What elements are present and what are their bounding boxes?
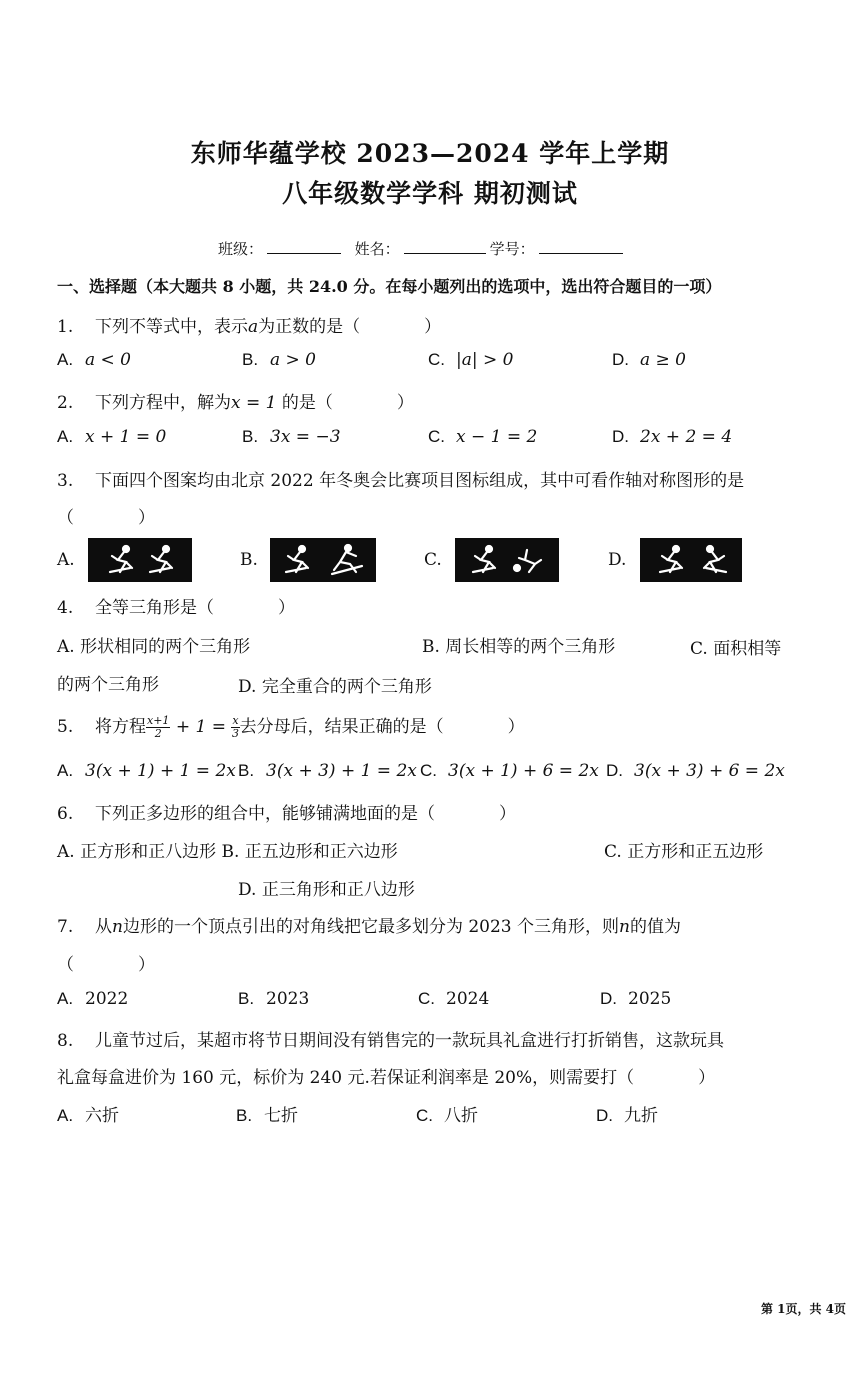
student-info	[218, 238, 627, 259]
option-text: 七折	[264, 1106, 298, 1126]
class-blank	[267, 239, 341, 254]
q7-option-b	[238, 989, 309, 1009]
fraction-denominator: 2	[154, 727, 162, 740]
option-text: a > 0	[270, 350, 317, 370]
q6-option-d: D. 正三角形和正八边形	[238, 880, 415, 900]
question-8-line2	[57, 1063, 715, 1088]
olympic-icon-pair-d	[640, 538, 742, 582]
q7-option-d	[600, 989, 671, 1009]
question-6	[57, 799, 516, 824]
option-label: D.	[606, 761, 623, 780]
question-number: 3.	[57, 471, 74, 491]
option-text: 八折	[444, 1106, 478, 1126]
option-label: A.	[57, 1106, 74, 1125]
question-text: 为正数的是（	[258, 317, 361, 337]
option-label: B.	[236, 1106, 253, 1125]
olympic-icon-pair-a	[88, 538, 192, 582]
q4-option-a: A. 形状相同的两个三角形	[57, 637, 251, 657]
q2-option-c	[428, 427, 537, 447]
paren-close: ）	[698, 1068, 716, 1088]
option-text: 3(x + 3) + 1 = 2x	[266, 761, 417, 781]
math-var: n	[112, 917, 123, 937]
math-expr: + 1 =	[175, 717, 226, 737]
section-heading: 一、选择题（本大题共 8 小题，共 24.0 分。在每小题列出的选项中，选出符合题目的一项）	[57, 277, 722, 296]
olympic-icon-pair-b	[270, 538, 376, 582]
question-text: 将方程	[95, 717, 146, 737]
option-text: 3x = −3	[270, 427, 341, 447]
olympic-icon-pair-c	[455, 538, 559, 582]
option-text: 六折	[85, 1106, 119, 1126]
option-text: |a| > 0	[456, 350, 514, 370]
q7-option-c	[418, 989, 489, 1009]
paren-close: ）	[499, 804, 516, 824]
question-text: 的是（	[281, 393, 333, 413]
question-text: 礼盒每盒进价为 160 元，标价为 240 元.若保证利润率是 20%，则需要打（	[57, 1068, 635, 1088]
math-var: n	[619, 917, 630, 937]
q3-option-b-label: B.	[240, 550, 258, 570]
page-number: 第 1页，共 4页	[760, 1302, 846, 1316]
question-number: 7.	[57, 917, 74, 937]
question-7	[57, 912, 681, 937]
q4-option-d: D. 完全重合的两个三角形	[238, 677, 432, 697]
option-label: C.	[418, 989, 435, 1008]
question-text: 的值为	[629, 917, 681, 937]
option-text: 2025	[628, 989, 672, 1009]
question-number: 1.	[57, 317, 74, 337]
question-text: 下列正多边形的组合中，能够铺满地面的是（	[95, 804, 435, 824]
option-label: A.	[57, 427, 74, 446]
option-text: 3(x + 3) + 6 = 2x	[634, 761, 785, 781]
q8-option-a	[57, 1101, 119, 1126]
paren-close: ）	[138, 955, 155, 975]
q5-option-c	[420, 761, 599, 781]
q5-option-a	[57, 761, 236, 781]
q5-option-b	[238, 761, 417, 781]
fraction-2	[231, 715, 239, 740]
q3-option-d-label: D.	[608, 550, 627, 570]
math-expr: x = 1	[231, 393, 277, 413]
class-label: 班级：	[218, 240, 264, 258]
question-7-paren	[57, 950, 155, 975]
fraction-denominator: 3	[231, 727, 239, 740]
paren-close: ）	[396, 393, 414, 413]
option-label: D.	[612, 350, 629, 369]
q3-option-c-label: C.	[424, 550, 442, 570]
fraction-1	[146, 715, 170, 740]
option-label: C.	[420, 761, 437, 780]
option-label: C.	[428, 427, 445, 446]
fraction-numerator: x+1	[147, 714, 170, 727]
question-3	[57, 466, 744, 491]
q5-option-d	[606, 761, 785, 781]
q2-option-d	[612, 427, 732, 447]
name-blank	[404, 239, 486, 254]
q1-option-b	[242, 350, 316, 370]
option-label: B.	[238, 761, 255, 780]
q8-option-c	[416, 1101, 478, 1126]
q8-option-d	[596, 1101, 658, 1126]
option-text: 3(x + 1) + 6 = 2x	[448, 761, 599, 781]
fraction-numerator: x	[232, 714, 239, 727]
option-label: A.	[57, 350, 74, 369]
question-text: 儿童节过后，某超市将节日期间没有销售完的一款玩具礼盒进行打折销售，这款玩具	[95, 1031, 724, 1051]
q1-option-c	[428, 350, 513, 370]
q7-option-a	[57, 989, 128, 1009]
option-label: A.	[57, 989, 74, 1008]
q4-option-c: C. 面积相等	[690, 639, 782, 659]
question-number: 6.	[57, 804, 74, 824]
question-4	[57, 593, 295, 618]
id-blank	[539, 239, 623, 254]
page-title: 东师华蕴学校 2023—2024 学年上学期	[190, 139, 670, 168]
question-number: 8.	[57, 1031, 74, 1051]
q6-option-ab: A. 正方形和正八边形 B. 正五边形和正六边形	[57, 842, 398, 862]
paren-open: （	[57, 955, 74, 975]
question-text: 从	[95, 917, 112, 937]
paren-close: ）	[424, 317, 442, 337]
option-text: 2x + 2 = 4	[640, 427, 733, 447]
paren-close: ）	[138, 508, 155, 528]
option-label: B.	[242, 350, 259, 369]
id-label: 学号：	[489, 240, 535, 258]
q8-option-b	[236, 1101, 298, 1126]
math-var: a	[248, 317, 259, 337]
option-label: D.	[596, 1106, 613, 1125]
paren-open: （	[57, 508, 74, 528]
question-number: 2.	[57, 393, 74, 413]
q4-option-c-cont: 的两个三角形	[57, 675, 159, 695]
paren-close: ）	[278, 598, 295, 618]
option-text: a ≥ 0	[640, 350, 687, 370]
question-text: 边形的一个顶点引出的对角线把它最多划分为 2023 个三角形，则	[122, 917, 620, 937]
option-text: x − 1 = 2	[456, 427, 538, 447]
question-text: 下列不等式中，表示	[95, 317, 248, 337]
option-text: 2024	[446, 989, 490, 1009]
q3-option-a-label: A.	[57, 550, 75, 570]
option-text: 2022	[85, 989, 129, 1009]
question-text: 去分母后，结果正确的是（	[239, 717, 444, 737]
option-label: D.	[600, 989, 617, 1008]
option-text: 九折	[624, 1106, 658, 1126]
question-3-paren	[57, 503, 155, 528]
option-label: C.	[416, 1106, 433, 1125]
q2-option-a	[57, 427, 166, 447]
option-text: 2023	[266, 989, 310, 1009]
question-text: 全等三角形是（	[95, 598, 214, 618]
option-label: B.	[242, 427, 259, 446]
option-label: C.	[428, 350, 445, 369]
q2-option-b	[242, 427, 341, 447]
question-8	[57, 1026, 724, 1051]
paren-close: ）	[507, 717, 525, 737]
option-label: B.	[238, 989, 255, 1008]
question-1	[57, 312, 441, 337]
name-label: 姓名：	[354, 240, 400, 258]
question-number: 5.	[57, 717, 74, 737]
page-subtitle: 八年级数学学科 期初测试	[282, 179, 578, 208]
question-5	[57, 712, 525, 740]
option-label: A.	[57, 761, 74, 780]
question-2	[57, 388, 414, 413]
question-text: 下列方程中，解为	[95, 393, 231, 413]
q6-option-c: C. 正方形和正五边形	[604, 842, 764, 862]
question-number: 4.	[57, 598, 74, 618]
q1-option-a	[57, 350, 131, 370]
q1-option-d	[612, 350, 686, 370]
option-text: a < 0	[85, 350, 132, 370]
q4-option-b: B. 周长相等的两个三角形	[422, 637, 616, 657]
option-label: D.	[612, 427, 629, 446]
option-text: x + 1 = 0	[85, 427, 167, 447]
question-text: 下面四个图案均由北京 2022 年冬奥会比赛项目图标组成，其中可看作轴对称图形的是	[95, 471, 745, 491]
option-text: 3(x + 1) + 1 = 2x	[85, 761, 236, 781]
